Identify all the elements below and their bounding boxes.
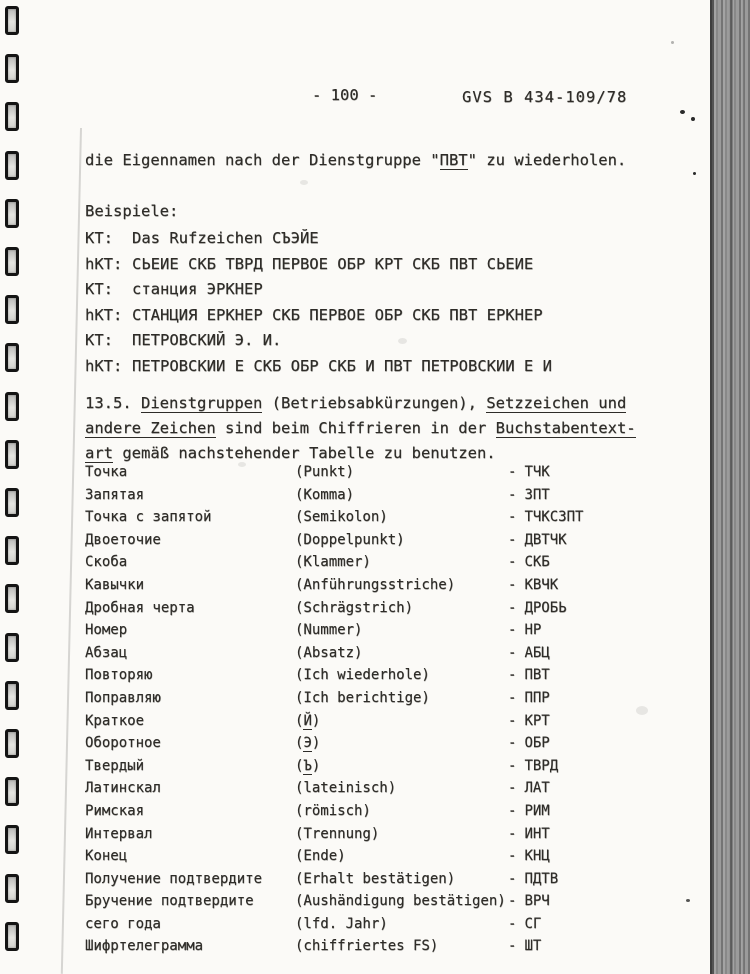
dash: -: [508, 622, 517, 639]
examples-heading: Beispiele:: [85, 202, 179, 220]
term-german: (Trennung): [295, 825, 380, 842]
binding-hole: [5, 584, 19, 613]
scan-smudge: [398, 338, 407, 344]
scan-speck: [691, 117, 695, 121]
term-german: (Komma): [295, 486, 355, 503]
binding-hole: [5, 681, 19, 710]
plain-text: gemäß nachstehender Tabelle zu benutzen.: [113, 444, 496, 463]
dash: -: [508, 509, 517, 526]
term-russian: Двоеточие: [85, 531, 161, 548]
dash: -: [508, 915, 517, 932]
intro-term-underlined: ПВТ: [439, 151, 468, 169]
binding-hole: [5, 199, 19, 228]
code-cell: [508, 710, 550, 733]
binding-hole: [5, 536, 19, 565]
table-row: [85, 800, 583, 823]
plain-text: (Betriebsabkürzungen),: [262, 394, 487, 412]
table-row: [85, 845, 583, 868]
dash: -: [508, 667, 517, 684]
example-label: hKT:: [85, 305, 123, 324]
table-row: [85, 935, 583, 958]
term-russian: Повторяю: [85, 667, 153, 684]
term-russian: Римская: [85, 802, 145, 819]
code-cell: [508, 845, 550, 868]
code-abbreviation: ИНТ: [524, 825, 550, 842]
dash: -: [508, 893, 517, 910]
code-cell: [508, 755, 558, 778]
binding-hole: [5, 102, 19, 131]
dash: -: [508, 486, 517, 503]
table-row: [85, 642, 583, 665]
code-cell: [508, 687, 550, 710]
binding-hole: [5, 247, 19, 276]
dash: -: [508, 870, 517, 887]
table-row: [85, 755, 583, 778]
underlined-letter: Э: [303, 735, 312, 752]
term-russian: Дробная черта: [85, 599, 195, 616]
examples-block: [85, 226, 552, 379]
code-cell: [508, 777, 550, 800]
term-german: (lateinisch): [295, 780, 397, 797]
term-russian: Скоба: [85, 554, 128, 571]
term-russian: Запятая: [85, 486, 145, 503]
code-cell: [508, 529, 567, 552]
scan-smudge: [238, 462, 246, 467]
example-label: hKT:: [85, 254, 123, 273]
plain-text: (: [295, 712, 304, 729]
term-russian: Интервал: [85, 825, 153, 842]
example-line: [85, 252, 552, 278]
example-label: hKT:: [85, 356, 123, 375]
dash: -: [508, 735, 517, 752]
code-abbreviation: НР: [524, 622, 542, 639]
term-russian: Поправляю: [85, 689, 161, 706]
example-line: [85, 226, 552, 252]
code-abbreviation: ШТ: [524, 938, 542, 955]
code-cell: [508, 800, 550, 823]
dash: -: [508, 464, 517, 480]
table-row: [85, 461, 583, 484]
code-abbreviation: АБЦ: [524, 644, 550, 661]
underlined-text: Buchstabentext-: [495, 419, 636, 438]
code-cell: [508, 551, 550, 574]
code-abbreviation: РИМ: [524, 802, 550, 819]
binding-hole: [5, 440, 19, 469]
table-row: [85, 506, 583, 529]
term-russian: Точка: [85, 464, 128, 480]
example-text: ПЕТРОВСКИИ Е СКБ ОБР СКБ И ПВТ ПЕТРОВСКИИ Е И: [132, 356, 552, 375]
code-abbreviation: СКБ: [524, 554, 550, 571]
dash: -: [508, 802, 517, 819]
underlined-text: Setzzeichen und: [486, 394, 627, 412]
code-cell: [508, 597, 567, 620]
code-abbreviation: ТВРД: [524, 757, 559, 774]
binding-hole: [5, 922, 19, 951]
plain-text: sind beim Chiffrieren in der: [215, 419, 496, 438]
example-line: [85, 277, 552, 303]
term-german: [295, 755, 508, 778]
code-abbreviation: КНЦ: [524, 848, 550, 865]
plain-text: ): [311, 735, 321, 752]
term-german: (Ende): [295, 848, 346, 865]
example-text: СТАНЦИЯ ЕРКНЕР СКБ ПЕРВОЕ ОБР СКБ ПВТ ЕРКНЕР: [132, 305, 543, 324]
dash: -: [508, 757, 517, 774]
term-german: (Doppelpunkt): [295, 531, 405, 548]
term-german: (Punkt): [295, 464, 355, 480]
example-line: [85, 303, 552, 329]
term-russian: Конец: [85, 848, 128, 865]
term-german: (lfd. Jahr): [295, 915, 388, 932]
term-russian: Номер: [85, 622, 128, 639]
code-abbreviation: ТЧК: [524, 464, 550, 480]
code-abbreviation: ЗПТ: [524, 486, 550, 503]
code-cell: [508, 484, 550, 507]
dash: -: [508, 554, 517, 571]
example-label: KT:: [85, 229, 113, 247]
underlined-text: art: [85, 444, 113, 463]
table-row: [85, 710, 583, 733]
code-cell: [508, 506, 583, 529]
code-cell: [508, 732, 550, 755]
table-row: [85, 777, 583, 800]
term-german: (Ich berichtige): [295, 689, 430, 706]
code-abbreviation: ППР: [524, 689, 550, 706]
term-german: (römisch): [295, 802, 371, 819]
table-row: [85, 574, 583, 597]
term-russian: Кавычки: [85, 576, 145, 593]
plain-text: ): [311, 757, 321, 774]
code-cell: [508, 619, 541, 642]
table-row: [85, 732, 583, 755]
code-abbreviation: ЛАТ: [524, 780, 550, 797]
example-label: KT:: [85, 280, 113, 298]
plain-text: 13.5.: [85, 394, 141, 412]
code-cell: [508, 664, 550, 687]
section-line: [85, 391, 636, 416]
code-cell: [508, 913, 541, 936]
dash: -: [508, 848, 517, 865]
underlined-letter: Ъ: [303, 757, 312, 774]
example-text: Das Rufzeichen СЪЭЙЕ: [132, 229, 319, 247]
section-13-5-paragraph: [85, 391, 636, 467]
term-german: (Nummer): [295, 622, 363, 639]
table-row: [85, 823, 583, 846]
dash: -: [508, 644, 517, 661]
dash: -: [508, 712, 517, 729]
code-abbreviation: СГ: [524, 915, 542, 932]
code-abbreviation: ВРЧ: [524, 893, 550, 910]
term-german: (Semikolon): [295, 509, 388, 526]
term-russian: сего года: [85, 915, 161, 932]
code-cell: [508, 461, 550, 484]
abbreviation-table: [85, 461, 583, 958]
example-line: [85, 354, 552, 380]
binding-holes-column: [0, 0, 40, 974]
table-row: [85, 664, 583, 687]
underlined-text: Dienstgruppen: [141, 394, 263, 412]
binding-hole: [5, 392, 19, 421]
binding-hole: [5, 54, 19, 83]
term-russian: Абзац: [85, 644, 128, 661]
scan-smudge: [636, 706, 648, 715]
underlined-text: andere Zeichen: [85, 419, 216, 438]
section-line: [85, 416, 636, 441]
code-abbreviation: КРТ: [524, 712, 550, 729]
term-german: (Anführungsstriche): [295, 576, 456, 593]
code-cell: [508, 935, 541, 958]
scan-speck: [671, 41, 674, 44]
code-abbreviation: ДВТЧК: [524, 531, 567, 548]
term-russian: Бручение подтвердите: [85, 893, 254, 910]
binding-hole: [5, 343, 19, 372]
intro-text-post: " zu wiederholen.: [467, 151, 627, 169]
binding-hole: [5, 729, 19, 758]
example-text: СЬЕИЕ СКБ ТВРД ПЕРВОЕ ОБР КРТ СКБ ПВТ СЬЕИЕ: [132, 254, 534, 273]
scan-speck: [693, 172, 696, 175]
dash: -: [508, 780, 517, 797]
intro-text-pre: die Eigennamen nach der Dienstgruppe ": [85, 151, 440, 169]
plain-text: (: [295, 757, 304, 774]
term-german: [295, 710, 508, 733]
code-abbreviation: ПВТ: [524, 667, 550, 684]
code-abbreviation: ТЧКСЗПТ: [524, 509, 584, 526]
intro-paragraph: [85, 151, 626, 169]
term-russian: Получение подтвердите: [85, 870, 263, 887]
code-cell: [508, 823, 550, 846]
table-row: [85, 551, 583, 574]
term-russian: Твердый: [85, 757, 145, 774]
code-cell: [508, 868, 558, 891]
term-russian: Точка с запятой: [85, 509, 212, 526]
binding-hole: [5, 777, 19, 806]
binding-hole: [5, 633, 19, 662]
code-abbreviation: КВЧК: [524, 576, 559, 593]
example-label: KT:: [85, 331, 113, 349]
term-german: [295, 732, 508, 755]
code-cell: [508, 890, 550, 913]
term-russian: Шифртелеграмма: [85, 938, 204, 955]
page-number: - 100 -: [312, 86, 378, 104]
scan-speck: [686, 899, 690, 902]
term-russian: Краткое: [85, 712, 145, 729]
binding-hole: [5, 295, 19, 324]
table-row: [85, 484, 583, 507]
term-german: (Schrägstrich): [295, 599, 414, 616]
code-abbreviation: ДРОБЬ: [524, 599, 567, 616]
scan-speck: [680, 110, 685, 114]
table-row: [85, 529, 583, 552]
dash: -: [508, 938, 517, 955]
example-text: ПЕТРОВСКИЙ Э. И.: [132, 331, 282, 349]
dash: -: [508, 576, 517, 593]
scan-smudge: [300, 180, 308, 185]
document-reference: GVS B 434-109/78: [462, 88, 628, 106]
code-abbreviation: ПДТВ: [524, 870, 559, 887]
underlined-letter: Й: [303, 712, 312, 729]
binding-hole: [5, 6, 19, 35]
code-cell: [508, 642, 550, 665]
example-line: [85, 328, 552, 354]
table-row: [85, 597, 583, 620]
table-row: [85, 890, 583, 913]
term-german: (Ich wiederhole): [295, 667, 430, 684]
plain-text: ): [311, 712, 321, 729]
table-row: [85, 619, 583, 642]
table-row: [85, 913, 583, 936]
term-german: (Absatz): [295, 644, 363, 661]
dash: -: [508, 599, 517, 616]
binding-hole: [5, 488, 19, 517]
term-german: (Aushändigung bestätigen): [295, 893, 506, 910]
dash: -: [508, 531, 517, 548]
table-row: [85, 687, 583, 710]
binding-hole: [5, 874, 19, 903]
term-russian: Латинскал: [85, 780, 161, 797]
code-abbreviation: ОБР: [524, 735, 550, 752]
book-page-edges-band: [710, 0, 750, 974]
table-row: [85, 868, 583, 891]
code-cell: [508, 574, 558, 597]
binding-hole: [5, 825, 19, 854]
page-crease-line: [61, 128, 82, 974]
term-russian: Оборотное: [85, 735, 161, 752]
term-german: (Erhalt bestätigen): [295, 870, 456, 887]
plain-text: (: [295, 735, 304, 752]
dash: -: [508, 689, 517, 706]
example-text: станция ЭРКНЕР: [132, 280, 263, 298]
dash: -: [508, 825, 517, 842]
binding-hole: [5, 151, 19, 180]
term-german: (chiffriertes FS): [295, 938, 439, 955]
term-german: (Klammer): [295, 554, 371, 571]
